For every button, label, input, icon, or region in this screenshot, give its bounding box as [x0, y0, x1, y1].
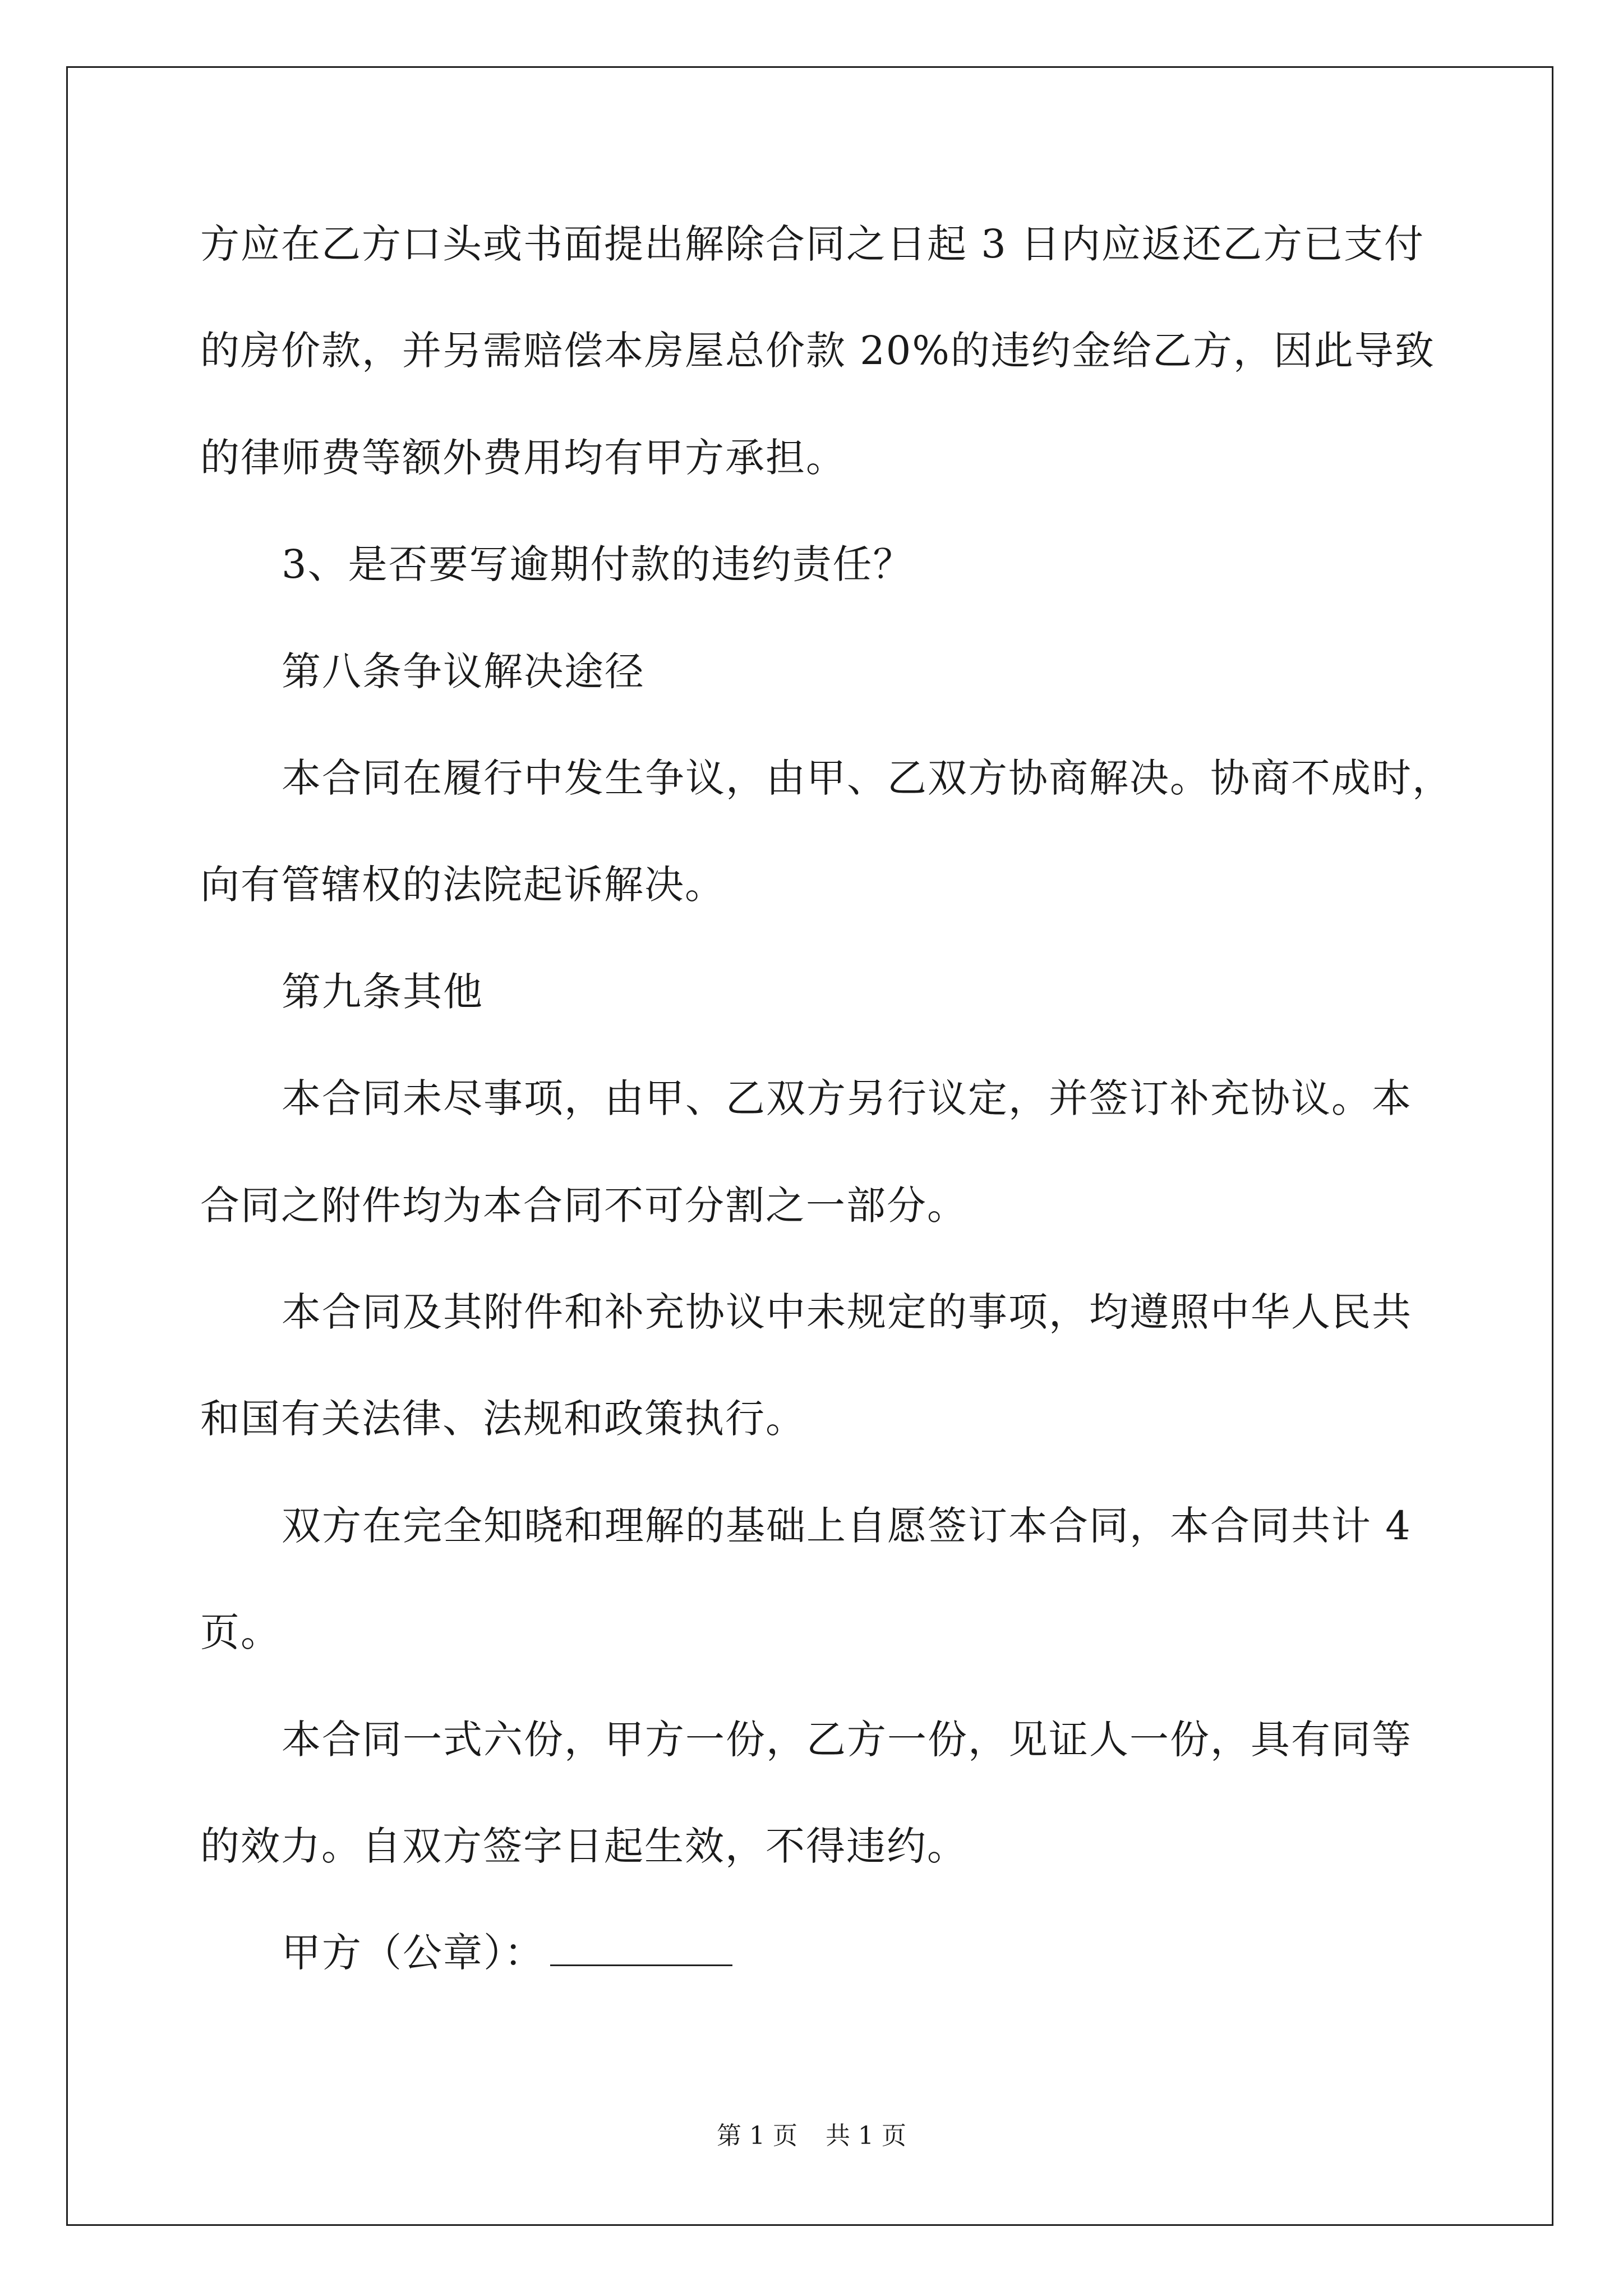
- text-line: 本合同未尽事项，由甲、乙双方另行议定，并签订补充协议。本: [282, 1075, 1412, 1121]
- text-line: 的效力。自双方签字日起生效，不得违约。: [200, 1823, 967, 1869]
- text-line: 双方在完全知晓和理解的基础上自愿签订本合同，本合同共计 4: [282, 1503, 1412, 1549]
- signature-line-party-a: [282, 1925, 732, 1981]
- text-line: 的房价款，并另需赔偿本房屋总价款 20%的违约金给乙方，因此导致: [200, 328, 1435, 374]
- signature-label: 甲方（公章）：: [282, 1930, 545, 1976]
- page-number-total: 共 1 页: [826, 2122, 906, 2150]
- list-item-question: 3、是否要写逾期付款的违约责任？: [282, 541, 914, 587]
- text-line: 本合同一式六份，甲方一份，乙方一份，见证人一份，具有同等: [282, 1717, 1412, 1763]
- text-line: 的律师费等额外费用均有甲方承担。: [200, 435, 846, 481]
- page-border: [66, 66, 1553, 2226]
- text-line: 合同之附件均为本合同不可分割之一部分。: [200, 1182, 967, 1228]
- text-line: 本合同在履行中发生争议，由甲、乙双方协商解决。协商不成时，: [282, 755, 1453, 801]
- page-footer: [0, 2119, 1623, 2153]
- signature-blank: [550, 1925, 732, 1966]
- section-heading-article-8: 第八条争议解决途径: [282, 648, 645, 694]
- page-number-current: 第 1 页: [717, 2122, 797, 2150]
- text-line: 和国有关法律、法规和政策执行。: [200, 1396, 806, 1442]
- text-line: 向有管辖权的法院起诉解决。: [200, 862, 725, 908]
- text-line: 页。: [200, 1609, 281, 1655]
- text-line: 本合同及其附件和补充协议中未规定的事项，均遵照中华人民共: [282, 1289, 1412, 1335]
- section-heading-article-9: 第九条其他: [282, 969, 483, 1015]
- text-line: 方应在乙方口头或书面提出解除合同之日起 3 日内应返还乙方已支付: [200, 221, 1425, 267]
